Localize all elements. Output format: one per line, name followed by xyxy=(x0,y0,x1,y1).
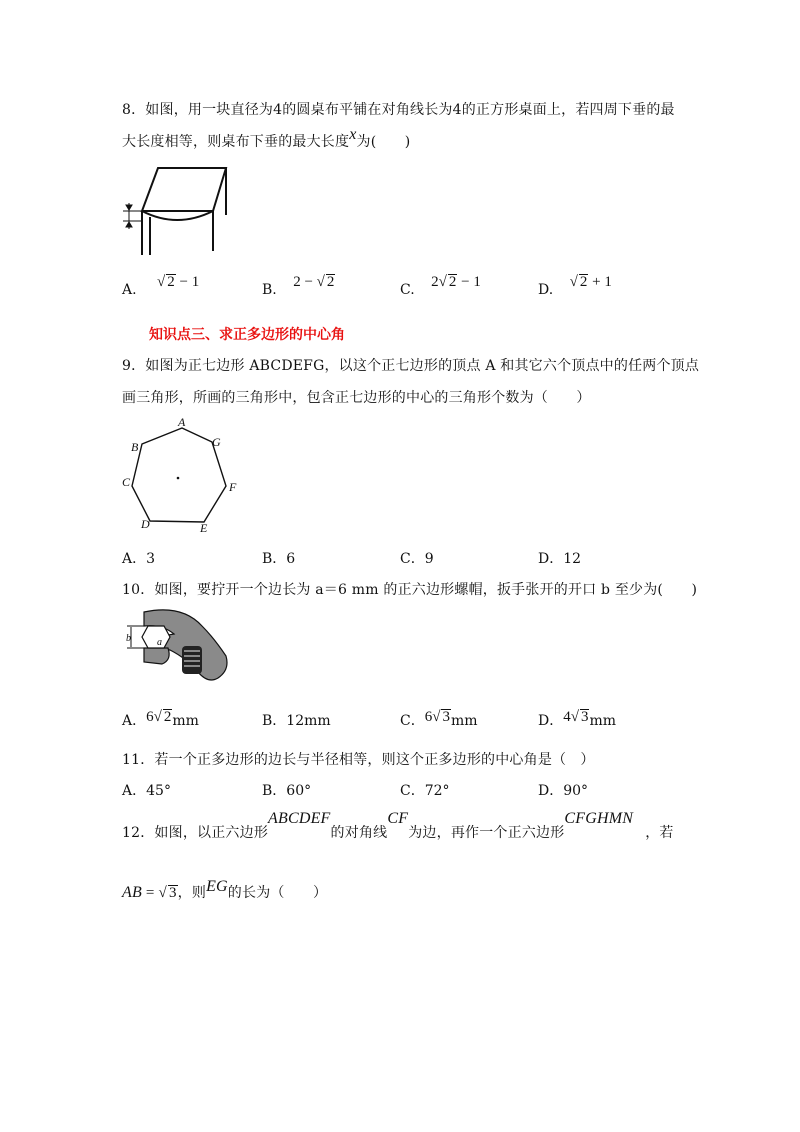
q10-option-a[interactable]: A．6√ 2mm xyxy=(122,709,199,729)
heptagon-figure xyxy=(118,418,243,536)
q11-option-d[interactable]: D．90° xyxy=(538,783,589,799)
tablecloth-drape xyxy=(142,211,213,220)
q10-line1: 10．如图，要拧开一个边长为 a＝6 mm 的正六边形螺帽，扳手张开的开口 b 至少为( ) xyxy=(122,582,698,598)
q10-option-c[interactable]: C．6√ 3mm xyxy=(400,709,478,729)
vertex-label-g: G xyxy=(212,435,221,449)
vertex-label-a: A xyxy=(178,418,186,429)
q8-line1: 8．如图，用一块直径为4的圆桌布平铺在对角线长为4的正方形桌面上，若四周下垂的最 xyxy=(122,102,675,118)
q8-option-d[interactable]: D. √ 2 + 1 xyxy=(538,274,612,298)
q8-option-b[interactable]: B. 2 − √ 2 xyxy=(262,274,335,298)
q9-line2: 画三角形，所画的三角形中，包含正七边形的中心的三角形个数为（ ） xyxy=(122,390,591,406)
q12-math-cfghmn: CFGHMN xyxy=(564,810,634,827)
vertex-label-e: E xyxy=(200,521,208,535)
q8-option-c[interactable]: C. 2√ 2 − 1 xyxy=(400,274,481,298)
q9-line1: 9．如图为正七边形 ABCDEFG，以这个正七边形的顶点 A 和其它六个顶点中的任两个顶点 xyxy=(122,358,700,374)
q12-math-eg: EG xyxy=(206,878,228,895)
vertex-label-f: F xyxy=(229,480,237,494)
q11-option-b[interactable]: B．60° xyxy=(262,783,312,799)
q11-line1: 11．若一个正多边形的边长与半径相等，则这个正多边形的中心角是（ ） xyxy=(122,752,595,768)
q8-option-a[interactable]: A. √ 2 − 1 xyxy=(122,274,200,298)
table-figure xyxy=(120,163,230,259)
table-top xyxy=(142,168,226,211)
q11-option-a[interactable]: A．45° xyxy=(122,783,171,799)
wrench-lower-jaw xyxy=(144,648,169,664)
q9-option-d[interactable]: D．12 xyxy=(538,551,582,567)
q9-option-c[interactable]: C．9 xyxy=(400,551,434,567)
vertex-label-b: B xyxy=(131,440,139,454)
heptagon-center xyxy=(177,477,180,480)
q8-line2-text-b: 为( ) xyxy=(356,134,411,150)
vertex-label-c: C xyxy=(122,475,131,489)
q12-math-ab: AB xyxy=(122,884,142,901)
label-b: b xyxy=(126,633,131,644)
wrench-adjuster xyxy=(182,646,202,674)
q12-line1: 12．如图，以正六边形ABCDEF的对角线CF为边，再作一个正六边形CFGHMN，若 xyxy=(122,810,674,841)
q11-option-c[interactable]: C．72° xyxy=(400,783,450,799)
q8-line2 xyxy=(122,126,411,151)
q9-option-b[interactable]: B．6 xyxy=(262,551,296,567)
q9-option-a[interactable]: A．3 xyxy=(122,551,156,567)
q8-line2-text-a: 大长度相等，则桌布下垂的最大长度 xyxy=(122,134,350,150)
q8-var-x: x xyxy=(349,126,357,143)
q10-option-b[interactable]: B．12mm xyxy=(262,713,331,729)
q12-math-abcdef: ABCDEF xyxy=(268,810,331,827)
q12-line2: AB = √ 3，则EG的长为（ ） xyxy=(122,878,328,901)
label-a: a xyxy=(157,637,162,648)
hex-nut xyxy=(142,626,170,648)
q10-option-d[interactable]: D．4√ 3mm xyxy=(538,709,617,729)
vertex-label-d: D xyxy=(141,517,150,531)
section-title: 知识点三、求正多边形的中心角 xyxy=(149,327,345,343)
wrench-figure xyxy=(122,604,232,688)
q12-math-cf: CF xyxy=(387,810,409,827)
